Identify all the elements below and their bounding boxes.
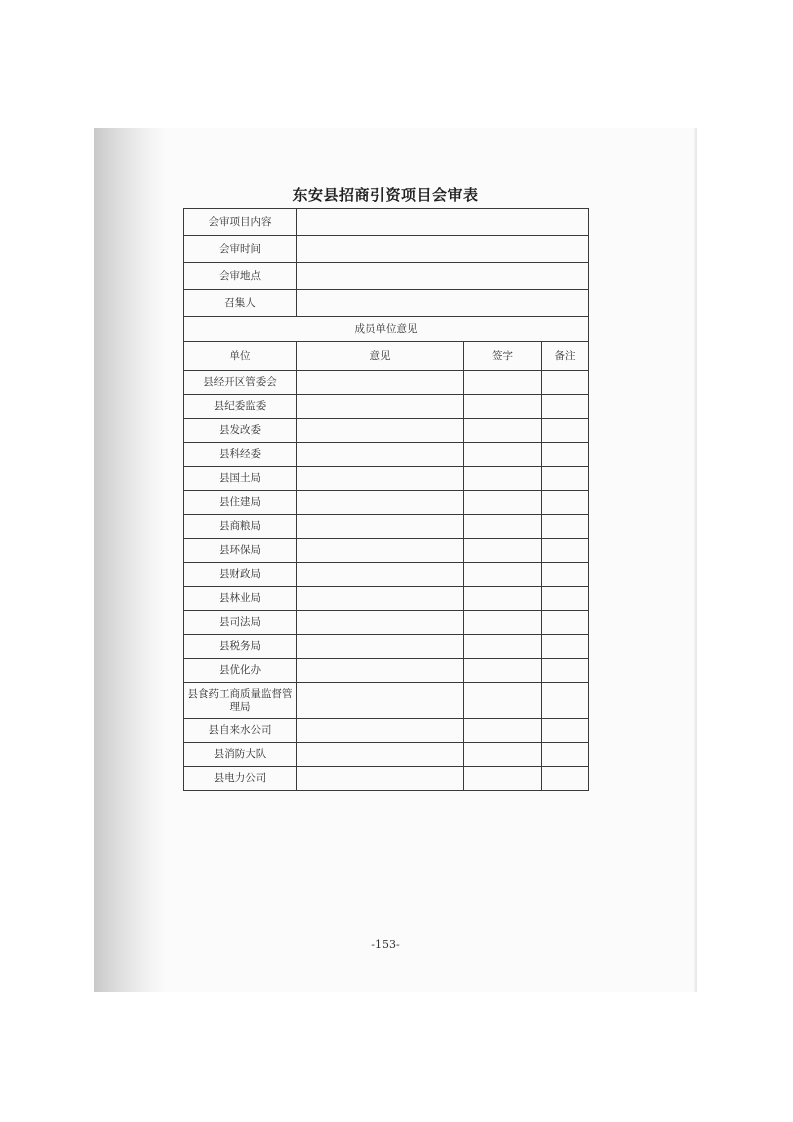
- unit-name: 县司法局: [184, 611, 297, 635]
- remarks-cell[interactable]: [542, 659, 589, 683]
- page-number: -153-: [371, 938, 400, 951]
- signature-cell[interactable]: [464, 743, 542, 767]
- unit-row: [184, 395, 589, 419]
- unit-name: 县自来水公司: [184, 719, 297, 743]
- opinion-cell[interactable]: [297, 395, 464, 419]
- unit-name: 县科经委: [184, 443, 297, 467]
- signature-cell[interactable]: [464, 611, 542, 635]
- unit-row: [184, 371, 589, 395]
- opinion-cell[interactable]: [297, 515, 464, 539]
- opinion-cell[interactable]: [297, 539, 464, 563]
- section-row: [184, 317, 589, 342]
- unit-name: 县纪委监委: [184, 395, 297, 419]
- info-row-project-content: [184, 209, 589, 236]
- unit-row: [184, 767, 589, 791]
- info-label: 会审时间: [184, 236, 297, 263]
- section-heading: 成员单位意见: [184, 317, 589, 342]
- scan-binding-shadow: [94, 128, 166, 992]
- project-content-field[interactable]: [297, 209, 589, 236]
- unit-name: 县财政局: [184, 563, 297, 587]
- signature-cell[interactable]: [464, 371, 542, 395]
- unit-name: 县国土局: [184, 467, 297, 491]
- column-header-unit: 单位: [184, 342, 297, 371]
- signature-cell[interactable]: [464, 443, 542, 467]
- remarks-cell[interactable]: [542, 743, 589, 767]
- opinion-cell[interactable]: [297, 611, 464, 635]
- unit-row: [184, 443, 589, 467]
- opinion-cell[interactable]: [297, 491, 464, 515]
- info-label: 召集人: [184, 290, 297, 317]
- unit-row: [184, 491, 589, 515]
- opinion-cell[interactable]: [297, 743, 464, 767]
- scan-page-edge: [694, 128, 697, 992]
- unit-name: 县食药工商质量监督管理局: [184, 683, 297, 719]
- opinion-cell[interactable]: [297, 419, 464, 443]
- opinion-cell[interactable]: [297, 767, 464, 791]
- column-header-signature: 签字: [464, 342, 542, 371]
- signature-cell[interactable]: [464, 491, 542, 515]
- remarks-cell[interactable]: [542, 587, 589, 611]
- signature-cell[interactable]: [464, 635, 542, 659]
- column-header-remarks: 备注: [542, 342, 589, 371]
- document-title: 东安县招商引资项目会审表: [292, 186, 479, 204]
- review-location-field[interactable]: [297, 263, 589, 290]
- unit-row: [184, 419, 589, 443]
- opinion-cell[interactable]: [297, 587, 464, 611]
- unit-row: [184, 743, 589, 767]
- remarks-cell[interactable]: [542, 719, 589, 743]
- unit-name: 县经开区管委会: [184, 371, 297, 395]
- opinion-cell[interactable]: [297, 467, 464, 491]
- remarks-cell[interactable]: [542, 611, 589, 635]
- unit-row: [184, 635, 589, 659]
- unit-row: [184, 683, 589, 719]
- opinion-cell[interactable]: [297, 563, 464, 587]
- opinion-cell[interactable]: [297, 635, 464, 659]
- info-label: 会审项目内容: [184, 209, 297, 236]
- unit-name: 县商粮局: [184, 515, 297, 539]
- remarks-cell[interactable]: [542, 419, 589, 443]
- remarks-cell[interactable]: [542, 539, 589, 563]
- signature-cell[interactable]: [464, 563, 542, 587]
- remarks-cell[interactable]: [542, 371, 589, 395]
- info-label: 会审地点: [184, 263, 297, 290]
- unit-name: 县税务局: [184, 635, 297, 659]
- opinion-cell[interactable]: [297, 443, 464, 467]
- unit-row: [184, 563, 589, 587]
- opinion-cell[interactable]: [297, 659, 464, 683]
- signature-cell[interactable]: [464, 419, 542, 443]
- remarks-cell[interactable]: [542, 443, 589, 467]
- signature-cell[interactable]: [464, 719, 542, 743]
- signature-cell[interactable]: [464, 683, 542, 719]
- unit-name: 县消防大队: [184, 743, 297, 767]
- unit-row: [184, 467, 589, 491]
- remarks-cell[interactable]: [542, 467, 589, 491]
- remarks-cell[interactable]: [542, 683, 589, 719]
- remarks-cell[interactable]: [542, 395, 589, 419]
- remarks-cell[interactable]: [542, 515, 589, 539]
- signature-cell[interactable]: [464, 515, 542, 539]
- signature-cell[interactable]: [464, 767, 542, 791]
- opinion-cell[interactable]: [297, 371, 464, 395]
- info-row-convener: [184, 290, 589, 317]
- unit-row: [184, 539, 589, 563]
- signature-cell[interactable]: [464, 539, 542, 563]
- unit-name: 县林业局: [184, 587, 297, 611]
- remarks-cell[interactable]: [542, 563, 589, 587]
- review-form-table: [183, 208, 589, 791]
- unit-name: 县发改委: [184, 419, 297, 443]
- unit-name: 县优化办: [184, 659, 297, 683]
- unit-name: 县住建局: [184, 491, 297, 515]
- signature-cell[interactable]: [464, 395, 542, 419]
- opinion-cell[interactable]: [297, 719, 464, 743]
- opinion-cell[interactable]: [297, 683, 464, 719]
- unit-row: [184, 587, 589, 611]
- signature-cell[interactable]: [464, 659, 542, 683]
- info-row-review-time: [184, 236, 589, 263]
- unit-row: [184, 611, 589, 635]
- unit-row: [184, 659, 589, 683]
- unit-name: 县环保局: [184, 539, 297, 563]
- remarks-cell[interactable]: [542, 491, 589, 515]
- column-header-opinion: 意见: [297, 342, 464, 371]
- remarks-cell[interactable]: [542, 635, 589, 659]
- unit-name: 县电力公司: [184, 767, 297, 791]
- unit-row: [184, 719, 589, 743]
- signature-cell[interactable]: [464, 467, 542, 491]
- info-row-review-location: [184, 263, 589, 290]
- review-time-field[interactable]: [297, 236, 589, 263]
- remarks-cell[interactable]: [542, 767, 589, 791]
- signature-cell[interactable]: [464, 587, 542, 611]
- column-header-row: [184, 342, 589, 371]
- unit-row: [184, 515, 589, 539]
- convener-field[interactable]: [297, 290, 589, 317]
